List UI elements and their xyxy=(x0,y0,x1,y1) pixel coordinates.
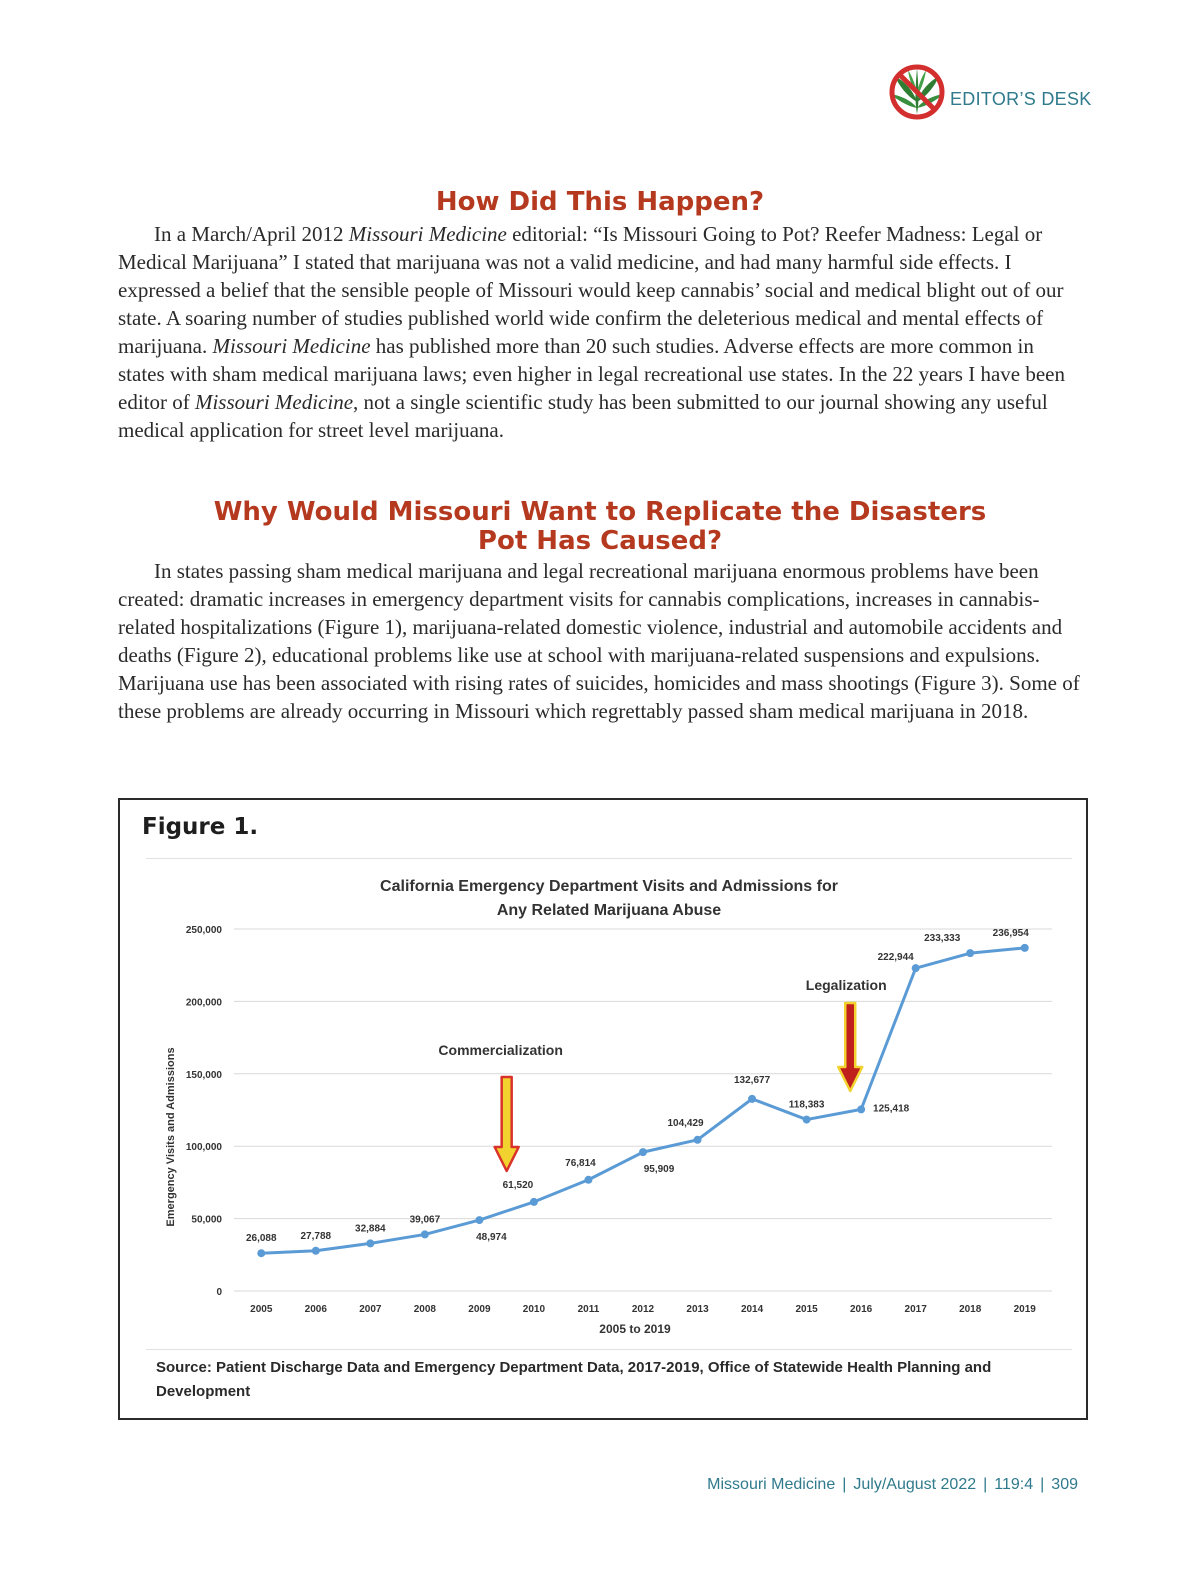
x-tick-label: 2011 xyxy=(577,1304,600,1315)
data-point xyxy=(912,964,920,972)
x-tick-label: 2012 xyxy=(631,1304,655,1315)
data-label: 125,418 xyxy=(873,1103,910,1115)
x-tick-label: 2006 xyxy=(304,1304,327,1315)
x-tick-label: 2010 xyxy=(522,1304,546,1315)
figure-1 xyxy=(118,798,1088,1420)
annotation-arrow xyxy=(838,1003,862,1091)
data-label: 32,884 xyxy=(355,1223,386,1235)
heading-line-2: Pot Has Caused? xyxy=(477,526,723,556)
data-label: 76,814 xyxy=(565,1157,596,1169)
data-point xyxy=(966,949,974,957)
x-tick-label: 2005 xyxy=(250,1304,273,1315)
series-line xyxy=(261,948,1024,1253)
heading-line-1: Why Would Missouri Want to Replicate the Disasters xyxy=(213,497,987,527)
y-tick-label: 0 xyxy=(216,1287,222,1298)
x-tick-label: 2018 xyxy=(959,1304,982,1315)
chart-y-axis-label: Emergency Visits and Admissions xyxy=(165,1047,177,1227)
data-label: 104,429 xyxy=(667,1117,704,1129)
figure-label: Figure 1. xyxy=(142,814,259,840)
data-point xyxy=(639,1148,647,1156)
data-label: 27,788 xyxy=(300,1230,332,1242)
data-point xyxy=(584,1176,592,1184)
line-chart xyxy=(146,859,1072,1349)
data-label: 132,677 xyxy=(733,1074,771,1086)
data-point xyxy=(312,1247,320,1255)
data-label: 61,520 xyxy=(502,1179,534,1191)
data-point xyxy=(475,1216,483,1224)
footer-journal: Missouri Medicine xyxy=(707,1476,836,1493)
data-point xyxy=(366,1239,374,1247)
data-label: 233,333 xyxy=(924,933,961,945)
data-point xyxy=(1021,944,1029,952)
data-point xyxy=(803,1116,811,1124)
no-marijuana-leaf-icon xyxy=(884,62,950,122)
x-tick-label: 2019 xyxy=(1013,1304,1036,1315)
footer-volume: 119:4 xyxy=(994,1476,1034,1493)
data-label: 236,954 xyxy=(992,927,1029,939)
page-footer xyxy=(707,1476,1078,1494)
data-point xyxy=(530,1198,538,1206)
footer-page-number: 309 xyxy=(1051,1476,1078,1493)
x-tick-label: 2016 xyxy=(850,1304,873,1315)
x-tick-label: 2017 xyxy=(904,1304,927,1315)
annotation-arrow xyxy=(495,1077,519,1171)
section-heading-why-replicate xyxy=(0,498,1200,556)
section-tag xyxy=(884,62,1104,122)
data-label: 39,067 xyxy=(409,1214,441,1226)
figure-source-note: Source: Patient Discharge Data and Emergency Department Data, 2017-2019, Office of Statewide Health Planning and Development xyxy=(156,1359,992,1400)
y-tick-label: 200,000 xyxy=(185,997,222,1009)
y-tick-label: 150,000 xyxy=(185,1069,222,1081)
x-tick-label: 2015 xyxy=(795,1304,818,1315)
y-tick-label: 100,000 xyxy=(185,1142,222,1154)
data-label: 48,974 xyxy=(476,1232,507,1244)
footer-separator: | xyxy=(842,1476,847,1493)
data-label: 118,383 xyxy=(788,1099,825,1111)
chart-x-axis-label: 2005 to 2019 xyxy=(599,1322,671,1336)
chart-title-line-2: Any Related Marijuana Abuse xyxy=(496,902,722,919)
y-tick-label: 50,000 xyxy=(191,1214,222,1226)
data-point xyxy=(257,1249,265,1257)
x-tick-label: 2009 xyxy=(468,1304,491,1315)
data-label: 95,909 xyxy=(643,1164,675,1176)
x-tick-label: 2007 xyxy=(359,1304,382,1315)
data-point xyxy=(748,1095,756,1103)
x-tick-label: 2013 xyxy=(686,1304,709,1315)
annotation-label: Legalization xyxy=(805,977,887,993)
data-label: 26,088 xyxy=(245,1233,277,1245)
data-point xyxy=(694,1136,702,1144)
x-tick-label: 2014 xyxy=(740,1304,764,1315)
data-label: 222,944 xyxy=(877,952,914,964)
body-paragraph-1: In a March/April 2012 Missouri Medicine editorial: “Is Missouri Going to Pot? Reefer Madness: Legal or Medical Marijuana” I stated that marijuana was not a valid medicine, and had many harmful side effects. I expressed a belief that the sensible people of Missouri would keep cannabis’ social and medical blight out of our state. A soaring number of studies published world wide confirm the deleterious medical and mental effects of marijuana. Missouri Medicine has published more than 20 such studies. Adverse effects are more common in states with sham medical marijuana laws; even higher in legal recreational use states. In the 22 years I have been editor of Missouri Medicine, not a single scientific study has been submitted to our journal showing any useful medical application for street level marijuana. xyxy=(118,222,1065,442)
chart-title-line-1: California Emergency Department Visits and Admissions for xyxy=(380,878,838,895)
section-tag-label: EDITOR’S DESK xyxy=(950,89,1092,109)
footer-issue-date: July/August 2022 xyxy=(853,1476,977,1493)
annotation-label: Commercialization xyxy=(438,1042,563,1058)
data-point xyxy=(857,1105,865,1113)
data-point xyxy=(421,1230,429,1238)
x-tick-label: 2008 xyxy=(413,1304,436,1315)
footer-separator: | xyxy=(1040,1476,1045,1493)
y-tick-label: 250,000 xyxy=(185,925,222,936)
footer-separator: | xyxy=(983,1476,988,1493)
section-heading-how-did-this-happen: How Did This Happen? xyxy=(435,187,765,217)
body-paragraph-2: In states passing sham medical marijuana and legal recreational marijuana enormous problems have been created: dramatic increases in emergency department visits for cannabis complications, increases in cannabis-related hospitalizations (Figure 1), marijuana-related domestic violence, industrial and automobile accidents and deaths (Figure 2), educational problems like use at school with marijuana-related suspensions and expulsions. Marijuana use has been associated with rising rates of suicides, homicides and mass shootings (Figure 3). Some of these problems are already occurring in Missouri which regrettably passed sham medical marijuana in 2018. xyxy=(118,559,1080,723)
chart-panel xyxy=(146,858,1072,1350)
